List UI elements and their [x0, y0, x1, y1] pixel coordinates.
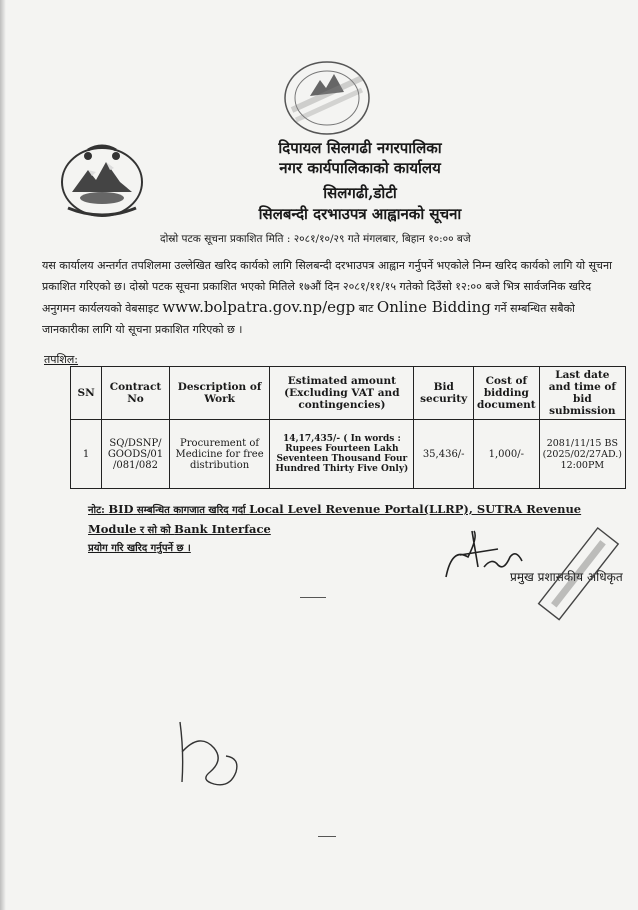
notice-publish-date: दोस्रो पटक सूचना प्रकाशित मिति : २०८१/१०/२९ गते मंगलबार, बिहान १०:०० बजे — [160, 233, 471, 245]
signatory-title: प्रमुख प्रशासकीय अधिकृत — [510, 570, 623, 584]
body-text-part3: गर्ने सम्बन्धित सबैको जानकारीका लागि यो सूचना प्रकाशित गरिएको छ । — [42, 302, 575, 336]
note-bank: Bank Interface — [174, 522, 271, 536]
table-row — [71, 420, 626, 489]
office-name: नगर कार्यपालिकाको कार्यालय — [279, 159, 441, 177]
cell-contract-no: SQ/DSNP/ GOODS/01 /081/082 — [102, 420, 170, 489]
note-end: प्रयोग गरि खरिद गर्नुपर्ने छ । — [88, 543, 191, 554]
cell-doc-cost: 1,000/- — [473, 420, 539, 489]
office-location: सिलगढी,डोटी — [323, 184, 397, 202]
body-text-part2: बाट — [355, 302, 377, 315]
divider-mark — [300, 597, 326, 598]
col-estimated-amount: Estimated amount (Excluding VAT and contingencies) — [270, 367, 414, 420]
table-header-row — [71, 367, 626, 420]
details-label: तपशिल: — [44, 353, 79, 366]
online-bidding-text: Online Bidding — [376, 298, 491, 316]
municipality-seal-icon — [282, 58, 372, 138]
website-link[interactable]: www.bolpatra.gov.np/egp — [162, 298, 356, 316]
cell-bid-security: 35,436/- — [414, 420, 474, 489]
official-stamp-icon — [530, 520, 630, 630]
cell-deadline: 2081/11/15 BS (2025/02/27AD.) 12:00PM — [539, 420, 625, 489]
notice-title: सिलबन्दी दरभाउपत्र आह्वानको सूचना — [258, 205, 462, 223]
col-contract-no: Contract No — [102, 367, 170, 420]
note-mid1: सम्बन्धित कागजात खरिद गर्दा — [133, 505, 250, 516]
col-doc-cost: Cost of bidding document — [473, 367, 539, 420]
col-deadline: Last date and time of bid submission — [539, 367, 625, 420]
col-sn: SN — [71, 367, 102, 420]
note-llrp: Local Level Revenue Portal(LLRP), SUTRA Revenue Module — [88, 502, 582, 536]
scan-edge — [0, 0, 6, 910]
second-signature-icon — [170, 712, 250, 792]
procurement-table — [70, 366, 626, 489]
municipality-name: दिपायल सिलगढी नगरपालिका — [278, 139, 442, 157]
note-mid2: र सो को — [136, 525, 175, 536]
cell-sn: 1 — [71, 420, 102, 489]
cell-description: Procurement of Medicine for free distribution — [169, 420, 270, 489]
col-description: Description of Work — [169, 367, 270, 420]
body-text-part1: यस कार्यालय अन्तर्गत तपशिलमा उल्लेखित खरिद कार्यको लागि सिलबन्दी दरभाउपत्र आह्वान गर्नुपर्ने भएकोले निम्न खरिद कार्यको लागि यो सूचना प्रकाशित गरिएको छ। दोस्रो पटक सूचना प्रकाशित भएको मितिले १७औं दिन २०८१/११/१५ गतेको दिउँसो १२:०० बजे भित्र सार्वजनिक खरिद अनुगमन कार्यलयको वेबसाइट — [42, 259, 612, 315]
divider-mark — [318, 836, 336, 837]
nepal-emblem-icon — [58, 142, 146, 220]
note-prefix: नोट: — [88, 505, 109, 516]
col-bid-security: Bid security — [414, 367, 474, 420]
notice-body — [42, 255, 612, 340]
note-bid: BID — [108, 502, 134, 516]
cell-amount: 14,17,435/- ( In words : Rupees Fourteen Lakh Seventeen Thousand Four Hundred Thirty Five Only) — [270, 420, 414, 489]
